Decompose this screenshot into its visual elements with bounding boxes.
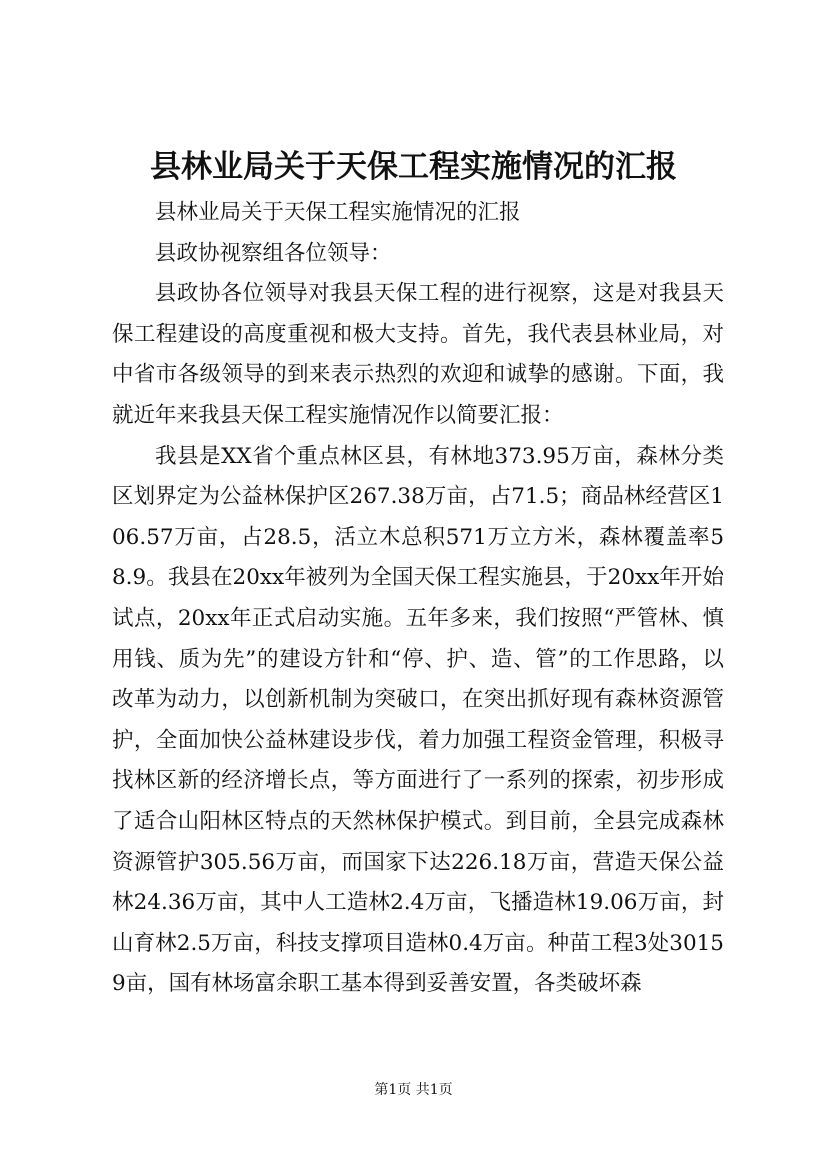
- document-body: [112, 193, 724, 1005]
- salutation-paragraph: 县政协视察组各位领导：: [155, 240, 392, 266]
- subtitle-paragraph: 县林业局关于天保工程实施情况的汇报: [155, 200, 521, 225]
- overview-paragraph: 我县是XX省个重点林区县，有林地373.95万亩，森林分类区划界定为公益林保护区267.38万亩，占71.5；商品林经营区106.57万亩，占28.5，活立木总积571万立方米，森林覆盖率58.9。我县在20xx年被列为全国天保工程实施县，于20xx年开始试点，20xx年正式启动实施。五年多来，我们按照“严管林、慎用钱、质为先”的建设方针和“停、护、造、管”的工作思路，以改革为动力，以创新机制为突破口，在突出抓好现有森林资源管护，全面加快公益林建设步伐，着力加强工程资金管理，积极寻找林区新的经济增长点，等方面进行了一系列的探索，初步形成了适合山阳林区特点的天然林保护模式。到目前，全县完成森林资源管护305.56万亩，而国家下达226.18万亩，营造天保公益林24.36万亩，其中人工造林2.4万亩，飞播造林19.06万亩，封山育林2.5万亩，科技支撑项目造林0.4万亩。种苗工程3处30159亩，国有林场富余职工基本得到妥善安置，各类破坏森: [112, 443, 724, 997]
- document-title: 县林业局关于天保工程实施情况的汇报: [150, 149, 677, 185]
- page-number-footer: 第1页 共1页: [374, 1082, 453, 1098]
- intro-paragraph: 县政协各位领导对我县天保工程的进行视察，这是对我县天保工程建设的高度重视和极大支持。首先，我代表县林业局，对中省市各级领导的到来表示热烈的欢迎和诚挚的感谢。下面，我就近年来我县天保工程实施情况作以简要汇报：: [112, 281, 724, 428]
